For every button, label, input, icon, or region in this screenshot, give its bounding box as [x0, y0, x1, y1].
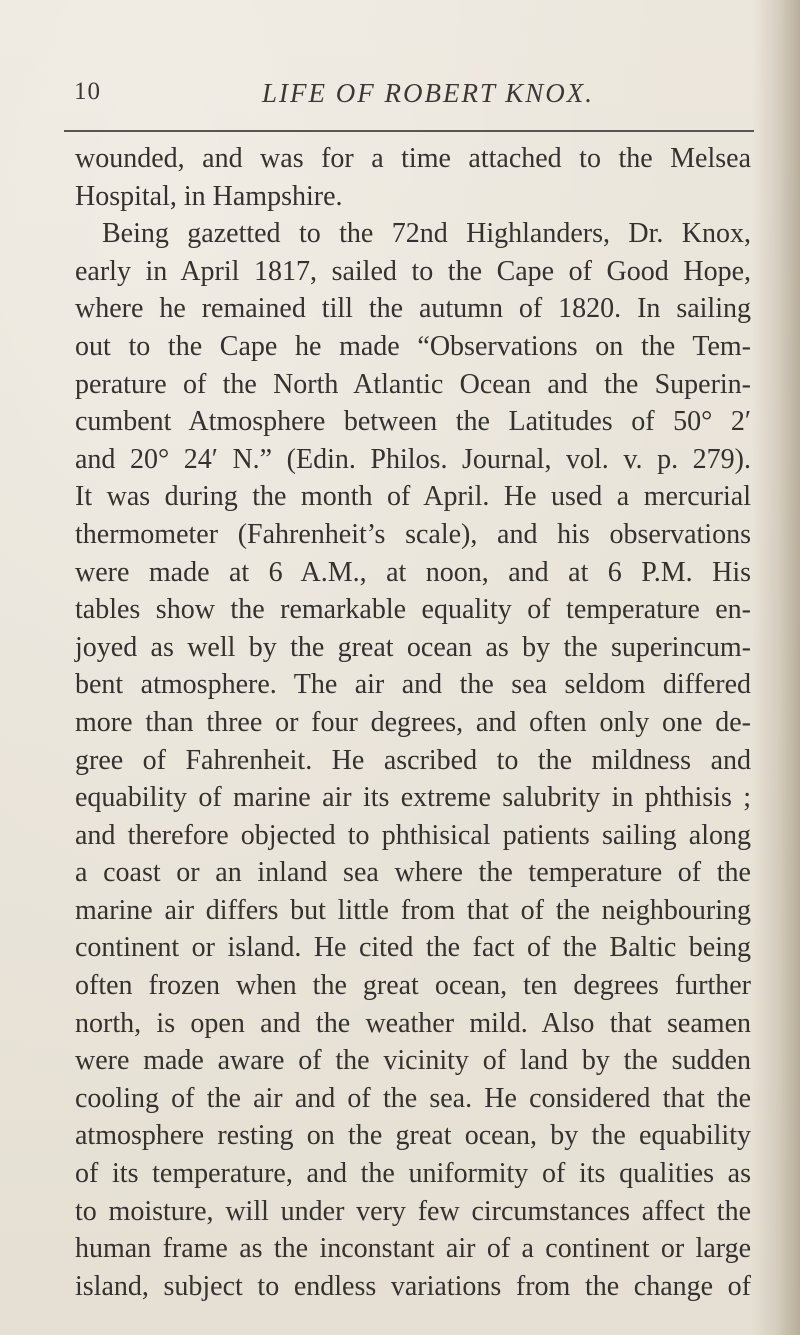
text-line: were made at 6 A.M., at noon, and at 6 P.M. His [75, 556, 751, 588]
text-line: Hospital, in Hampshire. [75, 180, 343, 212]
text-line: continent or island. He cited the fact of the Baltic being [75, 932, 751, 964]
text-line: marine air differs but little from that of the neighbouring [75, 894, 751, 926]
text-line: were made aware of the vicinity of land by the sudden [75, 1045, 751, 1077]
text-line: atmosphere resting on the great ocean, by the equability [75, 1120, 751, 1152]
header-rule [64, 130, 754, 132]
text-line: thermometer (Fahrenheit’s scale), and his observations [75, 518, 751, 550]
text-line: cumbent Atmosphere between the Latitudes of 50° 2′ [75, 406, 751, 438]
text-line: early in April 1817, sailed to the Cape of Good Hope, [75, 255, 751, 287]
text-line: to moisture, will under very few circumstances affect the [75, 1195, 751, 1227]
page-edge-shadow [752, 0, 800, 1335]
text-line: tables show the remarkable equality of temperature en- [75, 594, 751, 626]
text-line: where he remained till the autumn of 1820. In sailing [75, 293, 751, 325]
text-line: perature of the North Atlantic Ocean and the Superin- [75, 368, 751, 400]
text-line: Being gazetted to the 72nd Highlanders, Dr. Knox, [102, 218, 751, 250]
text-line: equability of marine air its extreme salubrity in phthisis ; [75, 782, 751, 814]
text-line: cooling of the air and of the sea. He considered that the [75, 1082, 751, 1114]
running-head: LIFE OF ROBERT KNOX. [262, 78, 594, 108]
body-text [75, 140, 751, 1305]
page-header [0, 78, 800, 118]
text-line: and therefore objected to phthisical patients sailing along [75, 819, 751, 851]
text-line: of its temperature, and the uniformity of its qualities as [75, 1158, 751, 1190]
text-line: often frozen when the great ocean, ten degrees further [75, 970, 751, 1002]
text-line: and 20° 24′ N.” (Edin. Philos. Journal, vol. v. p. 279). [75, 443, 751, 475]
text-line: north, is open and the weather mild. Also that seamen [75, 1007, 751, 1039]
text-line: more than three or four degrees, and often only one de- [75, 706, 751, 738]
text-line: joyed as well by the great ocean as by the superincum- [75, 631, 751, 663]
text-line: gree of Fahrenheit. He ascribed to the mildness and [75, 744, 751, 776]
text-line: a coast or an inland sea where the temperature of the [75, 857, 751, 889]
text-line: It was during the month of April. He used a mercurial [75, 481, 751, 513]
text-line: island, subject to endless variations from the change of [75, 1270, 751, 1302]
text-line: bent atmosphere. The air and the sea seldom differed [75, 669, 751, 701]
text-line: human frame as the inconstant air of a continent or large [75, 1233, 751, 1265]
page-number: 10 [74, 78, 101, 105]
text-line: out to the Cape he made “Observations on the Tem- [75, 330, 751, 362]
text-line: wounded, and was for a time attached to the Melsea [75, 143, 751, 174]
